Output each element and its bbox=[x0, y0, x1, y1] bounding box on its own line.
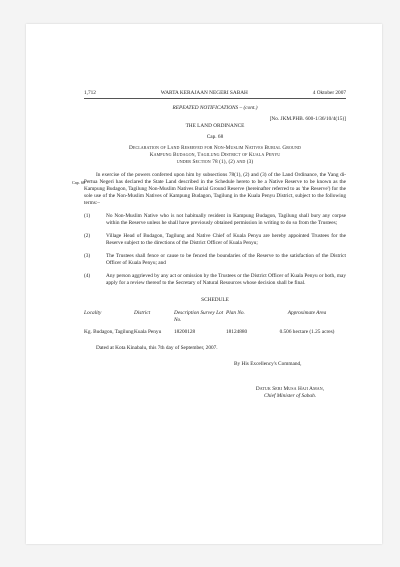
gazette-title: WARTA KERAJAAN NEGERI SABAH bbox=[160, 90, 248, 96]
gazette-page bbox=[26, 24, 382, 544]
cell-locality: Kg. Budagon, Tagilung bbox=[84, 329, 134, 335]
declaration-line-3: under Section 78 (1), (2) and (3) bbox=[176, 159, 254, 165]
intro-text: In exercise of the powers conferred upon him by subsections 78(1), (2) and (3) of the Land Ordinance, the Yang di-Pertua Negeri has declared the State Land described in the Schedule hereto to be a Native Reserve to be known as the Kampung Budagon, Tagilung Non-Muslim Natives Burial Ground Reserve (hereinafter referred to as 'the Reserve') for the sole use of the Non-Muslim Natives of Kampung Budagon, Tagilung in the Kuala Penyu District, subject to the following terms:– bbox=[84, 172, 346, 206]
margin-cap-note: Cap. 68 bbox=[72, 180, 86, 185]
col-plan: Plan No. bbox=[226, 310, 245, 316]
issue-date: 4 Oktober 2007 bbox=[312, 90, 346, 96]
page-number: 1,712 bbox=[84, 90, 96, 96]
item-number: (3) bbox=[84, 253, 91, 259]
ordinance-title: THE LAND ORDINANCE bbox=[185, 123, 245, 129]
item-text: No Non-Muslim Native who is not habitually resident in Kampung Budagon, Tagilung shall bury any corpse within the Reserve unless he shall have previously obtained permission in writing to do so from the Trustees; bbox=[106, 213, 346, 226]
page-content bbox=[72, 90, 346, 400]
declaration-line-1: Declaration of Land Reserved for Non-Muslim Natives Burial Ground bbox=[129, 145, 301, 151]
running-header bbox=[84, 90, 346, 99]
col-lot: Description Survey Lot No. bbox=[174, 310, 224, 323]
item-text: The Trustees shall fence or cause to be fenced the boundaries of the Reserve to the satisfaction of the District Officer of Kuala Penyu; and bbox=[106, 253, 346, 266]
item-number: (1) bbox=[84, 213, 91, 219]
col-district: District bbox=[134, 310, 151, 316]
item-text: Village Head of Budagon, Tagilung and Native Chief of Kuala Penyu are hereby appointed Trustees for the Reserve subject to the directions of the District Officer of Kuala Penyu; bbox=[106, 233, 346, 246]
col-locality: Locality bbox=[84, 310, 102, 316]
item-text: Any person aggrieved by any act or omission by the Trustees or the District Officer of Kuala Penyu or both, may apply for a review thereof to the Secretary of Natural Resources whose decision shall be final. bbox=[106, 273, 346, 286]
item-number: (4) bbox=[84, 273, 91, 279]
cap-number: Cap. 68 bbox=[206, 134, 224, 140]
continued-heading: REPEATED NOTIFICATIONS – (cont.) bbox=[172, 105, 258, 111]
item-number: (2) bbox=[84, 233, 91, 239]
reference-number: [No. JKM.PHB. 600-1/36/10/4(15)] bbox=[269, 116, 346, 122]
signatory-name: Datuk Seri Musa Haji Aman, bbox=[255, 386, 325, 392]
cell-plan: 18124880 bbox=[226, 329, 248, 335]
list-item bbox=[84, 273, 346, 287]
command-line: By His Excellency's Command, bbox=[234, 361, 302, 367]
declaration-line-2: Kampung Budagon, Tagilung District of Kuala Penyu bbox=[149, 152, 281, 158]
cell-district: Kuala Penyu bbox=[134, 329, 162, 335]
schedule-header-row bbox=[84, 310, 346, 324]
list-item bbox=[84, 233, 346, 247]
list-item bbox=[84, 213, 346, 227]
dated-line: Dated at Kota Kinabalu, this 7th day of September, 2007. bbox=[96, 345, 218, 351]
col-area: Approximate Area bbox=[287, 310, 327, 316]
intro-paragraph bbox=[72, 172, 346, 207]
terms-list bbox=[84, 213, 346, 287]
schedule-title: SCHEDULE bbox=[201, 297, 229, 303]
signatory-role: Chief Minister of Sabah. bbox=[263, 393, 317, 399]
cell-lot: 18200128 bbox=[174, 329, 196, 335]
table-row bbox=[84, 329, 346, 336]
list-item bbox=[84, 253, 346, 267]
cell-area: 0.506 hectare (1.25 acres) bbox=[279, 329, 335, 335]
